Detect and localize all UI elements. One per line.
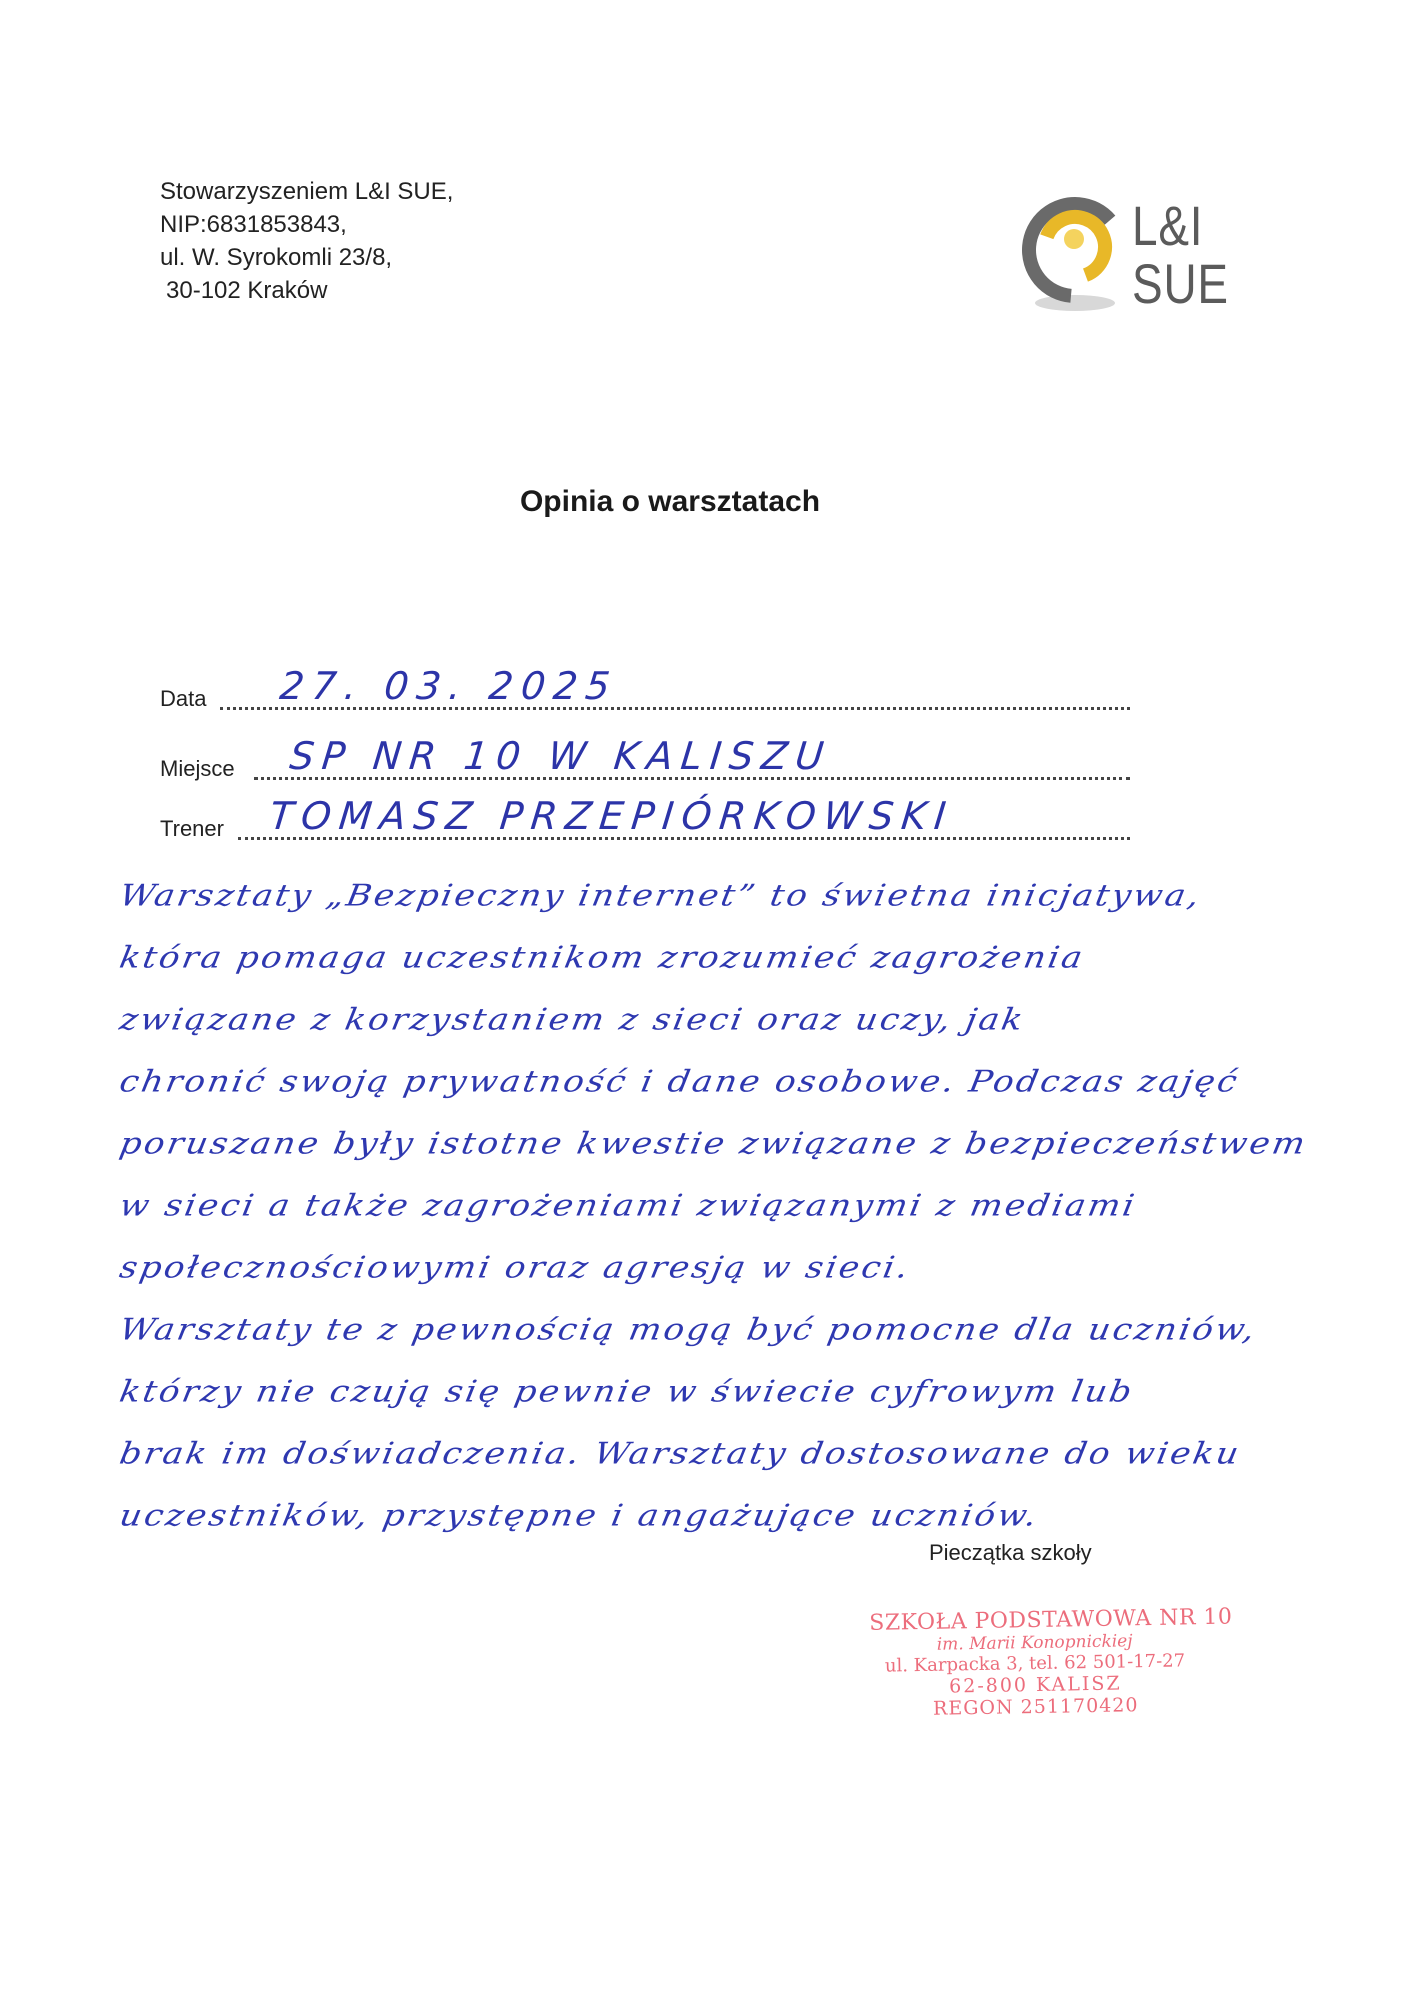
address-line: ul. W. Syrokomli 23/8, [160, 244, 393, 271]
logo-line: SUE [1132, 252, 1229, 315]
page-title: Opinia o warsztatach [519, 485, 821, 518]
date-field [160, 660, 1130, 720]
opinion-line: związane z korzystaniem z sieci oraz uczy, jak [116, 1002, 1028, 1038]
stamp-line: im. Marii Konopnickiej [936, 1631, 1133, 1655]
place-field [160, 730, 1130, 790]
trainer-label: Trener [160, 816, 224, 841]
logo-wordmark [1132, 194, 1229, 315]
date-label: Data [160, 686, 207, 711]
date-value: 27. 03. 2025 [277, 664, 621, 708]
stamp-line: REGON 251170420 [932, 1694, 1139, 1720]
opinion-line: poruszane były istotne kwestie związane z bezpieczeństwem [116, 1126, 1311, 1162]
opinion-line: brak im doświadczenia. Warsztaty dostosowane do wieku [116, 1436, 1244, 1472]
opinion-line: uczestników, przystępne i angażujące uczniów. [116, 1498, 1042, 1534]
stamp-label: Pieczątka szkoły [929, 1540, 1092, 1565]
opinion-line: w sieci a także zagrożeniami związanymi z mediami [116, 1188, 1140, 1224]
school-stamp [869, 1604, 1233, 1721]
opinion-line: którzy nie czują się pewnie w świecie cyfrowym lub [116, 1374, 1137, 1410]
stamp-line: ul. Karpacka 3, tel. 62 501-17-27 [884, 1650, 1186, 1677]
opinion-line: Warsztaty „Bezpieczny internet” to świetna inicjatywa, [116, 878, 1205, 914]
opinion-line: społecznościowymi oraz agresją w sieci. [116, 1250, 914, 1286]
opinion-line: chronić swoją prywatność i dane osobowe. Podczas zajęć [116, 1064, 1243, 1100]
place-value: SP NR 10 W KALISZU [287, 734, 834, 778]
place-label: Miejsce [160, 756, 235, 781]
opinion-line: która pomaga uczestnikom zrozumieć zagrożenia [116, 940, 1088, 976]
address-line: NIP:6831853843, [160, 211, 347, 238]
stamp-line: 62-800 KALISZ [949, 1672, 1122, 1698]
handwritten-opinion [116, 865, 1340, 1547]
trainer-value: TOMASZ PRZEPIÓRKOWSKI [267, 794, 956, 838]
address-line: 30-102 Kraków [166, 277, 328, 304]
sender-address [160, 175, 453, 307]
address-line: Stowarzyszeniem L&I SUE, [160, 178, 454, 205]
li-sue-logo [1020, 195, 1240, 325]
trainer-field [160, 790, 1130, 850]
logo-line: L&I [1132, 194, 1204, 257]
stamp-line: SZKOŁA PODSTAWOWA NR 10 [869, 1604, 1233, 1636]
logo-emblem-icon [1020, 195, 1130, 325]
opinion-line: Warsztaty te z pewnością mogą być pomocne dla uczniów, [116, 1312, 1260, 1348]
